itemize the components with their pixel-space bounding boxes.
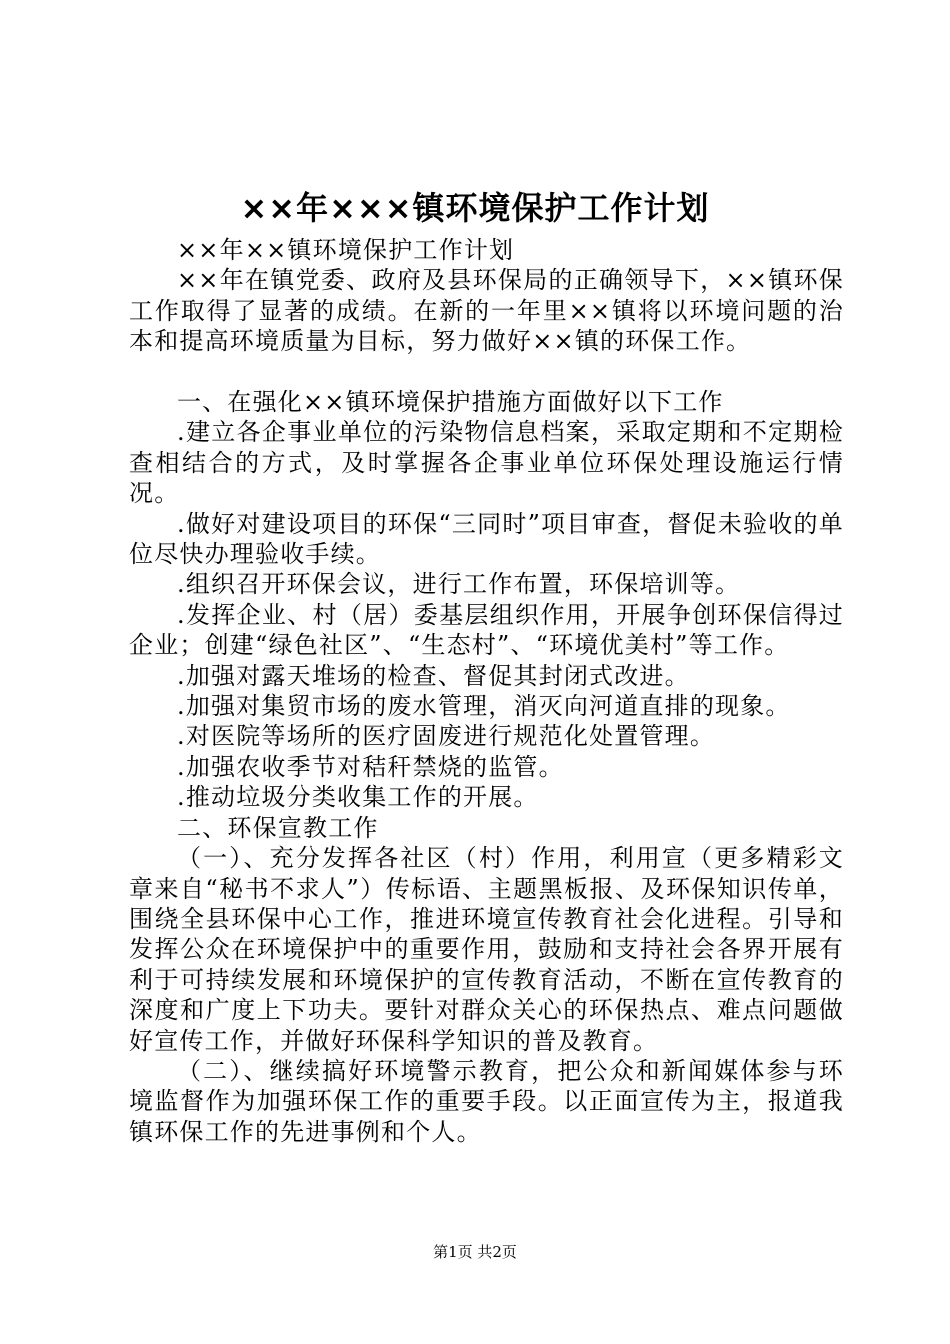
page-title: ××年×××镇环境保护工作计划 bbox=[240, 189, 710, 227]
list-item: .对医院等场所的医疗固废进行规范化处置管理。 bbox=[177, 722, 716, 751]
document-body bbox=[129, 235, 844, 1147]
list-item: .发挥企业、村（居）委基层组织作用，开展争创环保信得过企业；创建“绿色社区”、“生态村”、“环境优美村”等工作。 bbox=[129, 600, 844, 660]
body-paragraph: （一）、充分发挥各社区（村）作用，利用宣（更多精彩文章来自“秘书不求人”）传标语、主题黑板报、及环保知识传单，围绕全县环保中心工作，推进环境宣传教育社会化进程。引导和发挥公众在环境保护中的重要作用，鼓励和支持社会各界开展有利于可持续发展和环境保护的宣传教育活动，不断在宣传教育的深度和广度上下功夫。要针对群众关心的环保热点、难点问题做好宣传工作，并做好环保科学知识的普及教育。 bbox=[129, 844, 844, 1055]
body-paragraph: （二）、继续搞好环境警示教育，把公众和新闻媒体参与环境监督作为加强环保工作的重要手段。以正面宣传为主，报道我镇环保工作的先进事例和个人。 bbox=[129, 1056, 844, 1146]
page-footer: 第1页 共2页 bbox=[433, 1243, 517, 1261]
list-item: .加强对集贸市场的废水管理，消灭向河道直排的现象。 bbox=[177, 692, 791, 721]
intro-paragraph: ××年在镇党委、政府及县环保局的正确领导下，××镇环保工作取得了显著的成绩。在新的一年里××镇将以环境问题的治本和提高环境质量为目标，努力做好××镇的环保工作。 bbox=[129, 266, 844, 356]
list-item: .加强对露天堆场的检查、督促其封闭式改进。 bbox=[177, 661, 690, 690]
list-item: .推动垃圾分类收集工作的开展。 bbox=[177, 783, 539, 812]
subtitle-paragraph: ××年××镇环境保护工作计划 bbox=[177, 236, 515, 264]
blank-line bbox=[129, 357, 844, 387]
section-heading-1: 一、在强化××镇环境保护措施方面做好以下工作 bbox=[177, 388, 724, 417]
section-heading-2: 二、环保宣教工作 bbox=[177, 813, 379, 842]
list-item: .加强农收季节对秸秆禁烧的监管。 bbox=[177, 752, 564, 781]
list-item: .建立各企事业单位的污染物信息档案，采取定期和不定期检查相结合的方式，及时掌握各企事业单位环保处理设施运行情况。 bbox=[129, 418, 844, 508]
list-item: .组织召开环保会议，进行工作布置，环保培训等。 bbox=[177, 570, 741, 599]
list-item: .做好对建设项目的环保“三同时”项目审查，督促未验收的单位尽快办理验收手续。 bbox=[129, 509, 844, 569]
